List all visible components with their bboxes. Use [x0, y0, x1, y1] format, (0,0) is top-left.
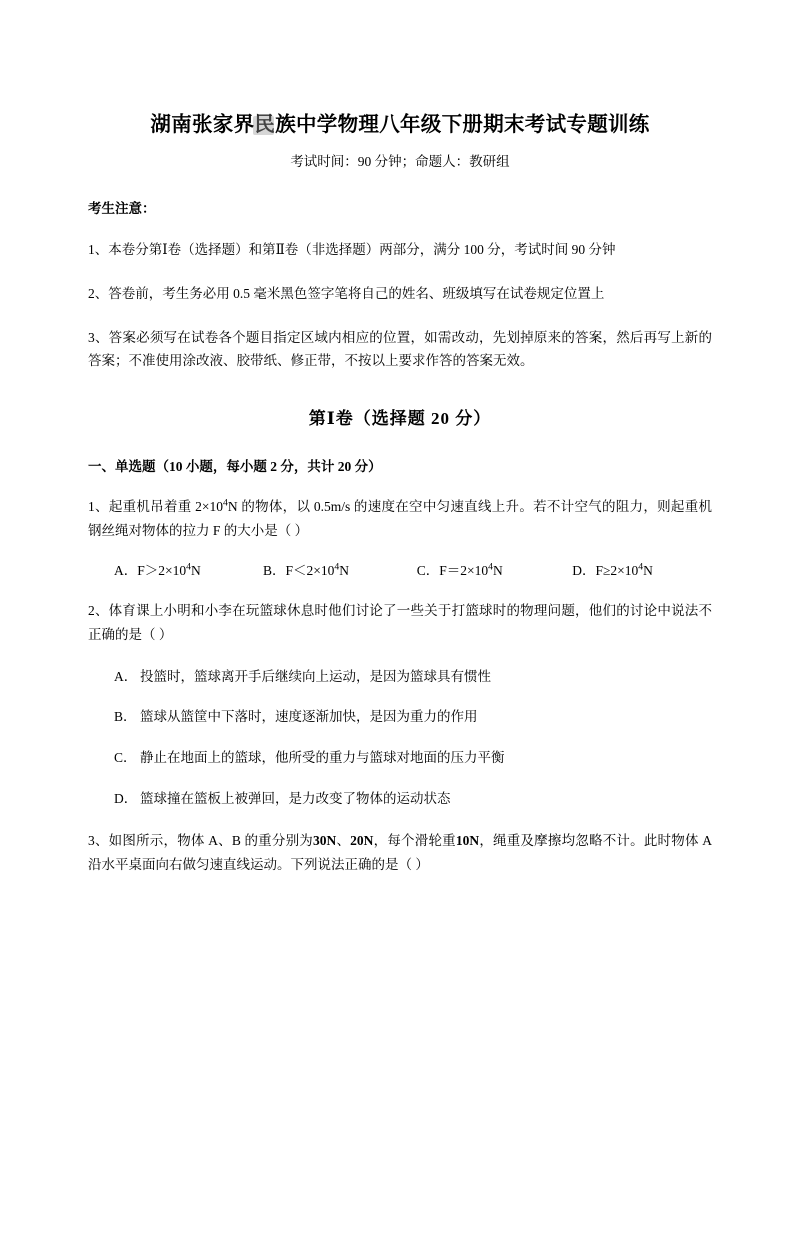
question-3-value-a: 30N	[313, 833, 337, 849]
question-2-option-b	[114, 706, 712, 728]
page-title	[88, 113, 712, 138]
title-smudged-char: 民	[254, 114, 276, 136]
question-1-option-c-sup: 4	[488, 561, 493, 573]
question-2-option-b-text: 篮球从篮筐中下落时，速度逐渐加快，是因为重力的作用	[140, 709, 478, 725]
notice-heading: 考生注意：	[88, 200, 156, 216]
section-title: 第Ⅰ卷（选择题 20 分）	[308, 408, 492, 428]
question-3-stem-a: 3、如图所示，物体 A、B 的重分别为	[88, 833, 313, 849]
question-1-stem-post: N 的物体，以 0.5m/s 的速度在空中匀速直线上升。若不计空气的阻力，则起重机钢丝绳对物体的拉力 F 的大小是（ ）	[88, 498, 712, 538]
question-1-option-b-label: B．F＜2×10	[263, 562, 335, 578]
notice-item-1: 1、本卷分第Ⅰ卷（选择题）和第Ⅱ卷（非选择题）两部分，满分 100 分，考试时间 90 分钟	[88, 241, 616, 257]
question-3-value-c: 10N	[455, 833, 480, 849]
question-1-option-b-sup: 4	[334, 561, 340, 573]
question-2-option-a	[114, 666, 712, 688]
question-1-option-a-sup: 4	[186, 561, 191, 573]
exam-subtitle: 考试时间：90 分钟；命题人：教研组	[290, 153, 510, 169]
question-1-option-c-label: C．F＝2×10	[416, 562, 489, 578]
question-2-options	[88, 666, 712, 809]
notice-item-2: 2、答卷前，考生务必用 0.5 毫米黑色签字笔将自己的姓名、班级填写在试卷规定位置上	[88, 286, 605, 301]
question-3-stem-c: 、	[336, 833, 351, 849]
question-1-option-b-tail: N	[339, 562, 350, 578]
question-1-option-c-tail: N	[492, 562, 503, 578]
question-1-option-c	[417, 559, 573, 579]
question-2-option-d-text: 篮球撞在篮板上被弹回，是力改变了物体的运动状态	[140, 790, 451, 806]
question-1-option-d-sup: 4	[638, 561, 644, 573]
question-1-sup: 4	[223, 497, 228, 509]
question-1-option-a	[114, 559, 263, 579]
question-1-option-d-tail: N	[643, 562, 653, 578]
question-2-option-c-label: C．	[114, 749, 137, 765]
question-2-option-b-label: B．	[114, 709, 137, 725]
question-1-option-d-label: D．F≥2×10	[572, 562, 639, 578]
question-2-option-d	[114, 788, 712, 810]
question-1-stem	[88, 495, 712, 543]
question-1-options	[88, 559, 712, 579]
question-3-stem-e: ，每个滑轮重	[373, 833, 456, 849]
question-1-option-a-label: A．F＞2×10	[114, 562, 187, 578]
question-1-option-b	[263, 559, 417, 579]
question-3-stem-g: ，绳重及摩擦均忽略不计。此时物体 A 沿水平桌面向右做匀速直线运动。下列说法正确的是（ ）	[88, 833, 713, 873]
question-2-option-d-label: D．	[114, 790, 138, 806]
title-text-part1: 湖南张家界	[150, 114, 255, 136]
question-2-option-c	[114, 747, 712, 769]
question-3-stem	[88, 829, 712, 877]
section-subtitle: 一、单选题（10 小题，每小题 2 分，共计 20 分）	[88, 458, 382, 474]
question-2-option-a-label: A．	[114, 668, 138, 684]
document-page	[0, 113, 800, 1244]
notice-item-3: 3、答案必须写在试卷各个题目指定区域内相应的位置，如需改动，先划掉原来的答案，然后再写上新的答案；不准使用涂改液、胶带纸、修正带，不按以上要求作答的答案无效。	[88, 330, 712, 369]
title-text-part2: 族中学物理八年级下册期末考试专题训练	[275, 114, 650, 136]
question-1-stem-pre: 1、起重机吊着重 2×10	[88, 498, 224, 514]
question-3-value-b: 20N	[350, 833, 374, 849]
question-2-stem: 2、体育课上小明和小李在玩篮球休息时他们讨论了一些关于打篮球时的物理问题，他们的讨论中说法不正确的是（ ）	[88, 602, 712, 642]
question-2-option-a-text: 投篮时，篮球离开手后继续向上运动，是因为篮球具有惯性	[140, 668, 491, 684]
question-1-option-d	[572, 559, 712, 579]
question-1-option-a-tail: N	[190, 562, 201, 578]
question-2-option-c-text: 静止在地面上的篮球，他所受的重力与篮球对地面的压力平衡	[140, 749, 505, 765]
